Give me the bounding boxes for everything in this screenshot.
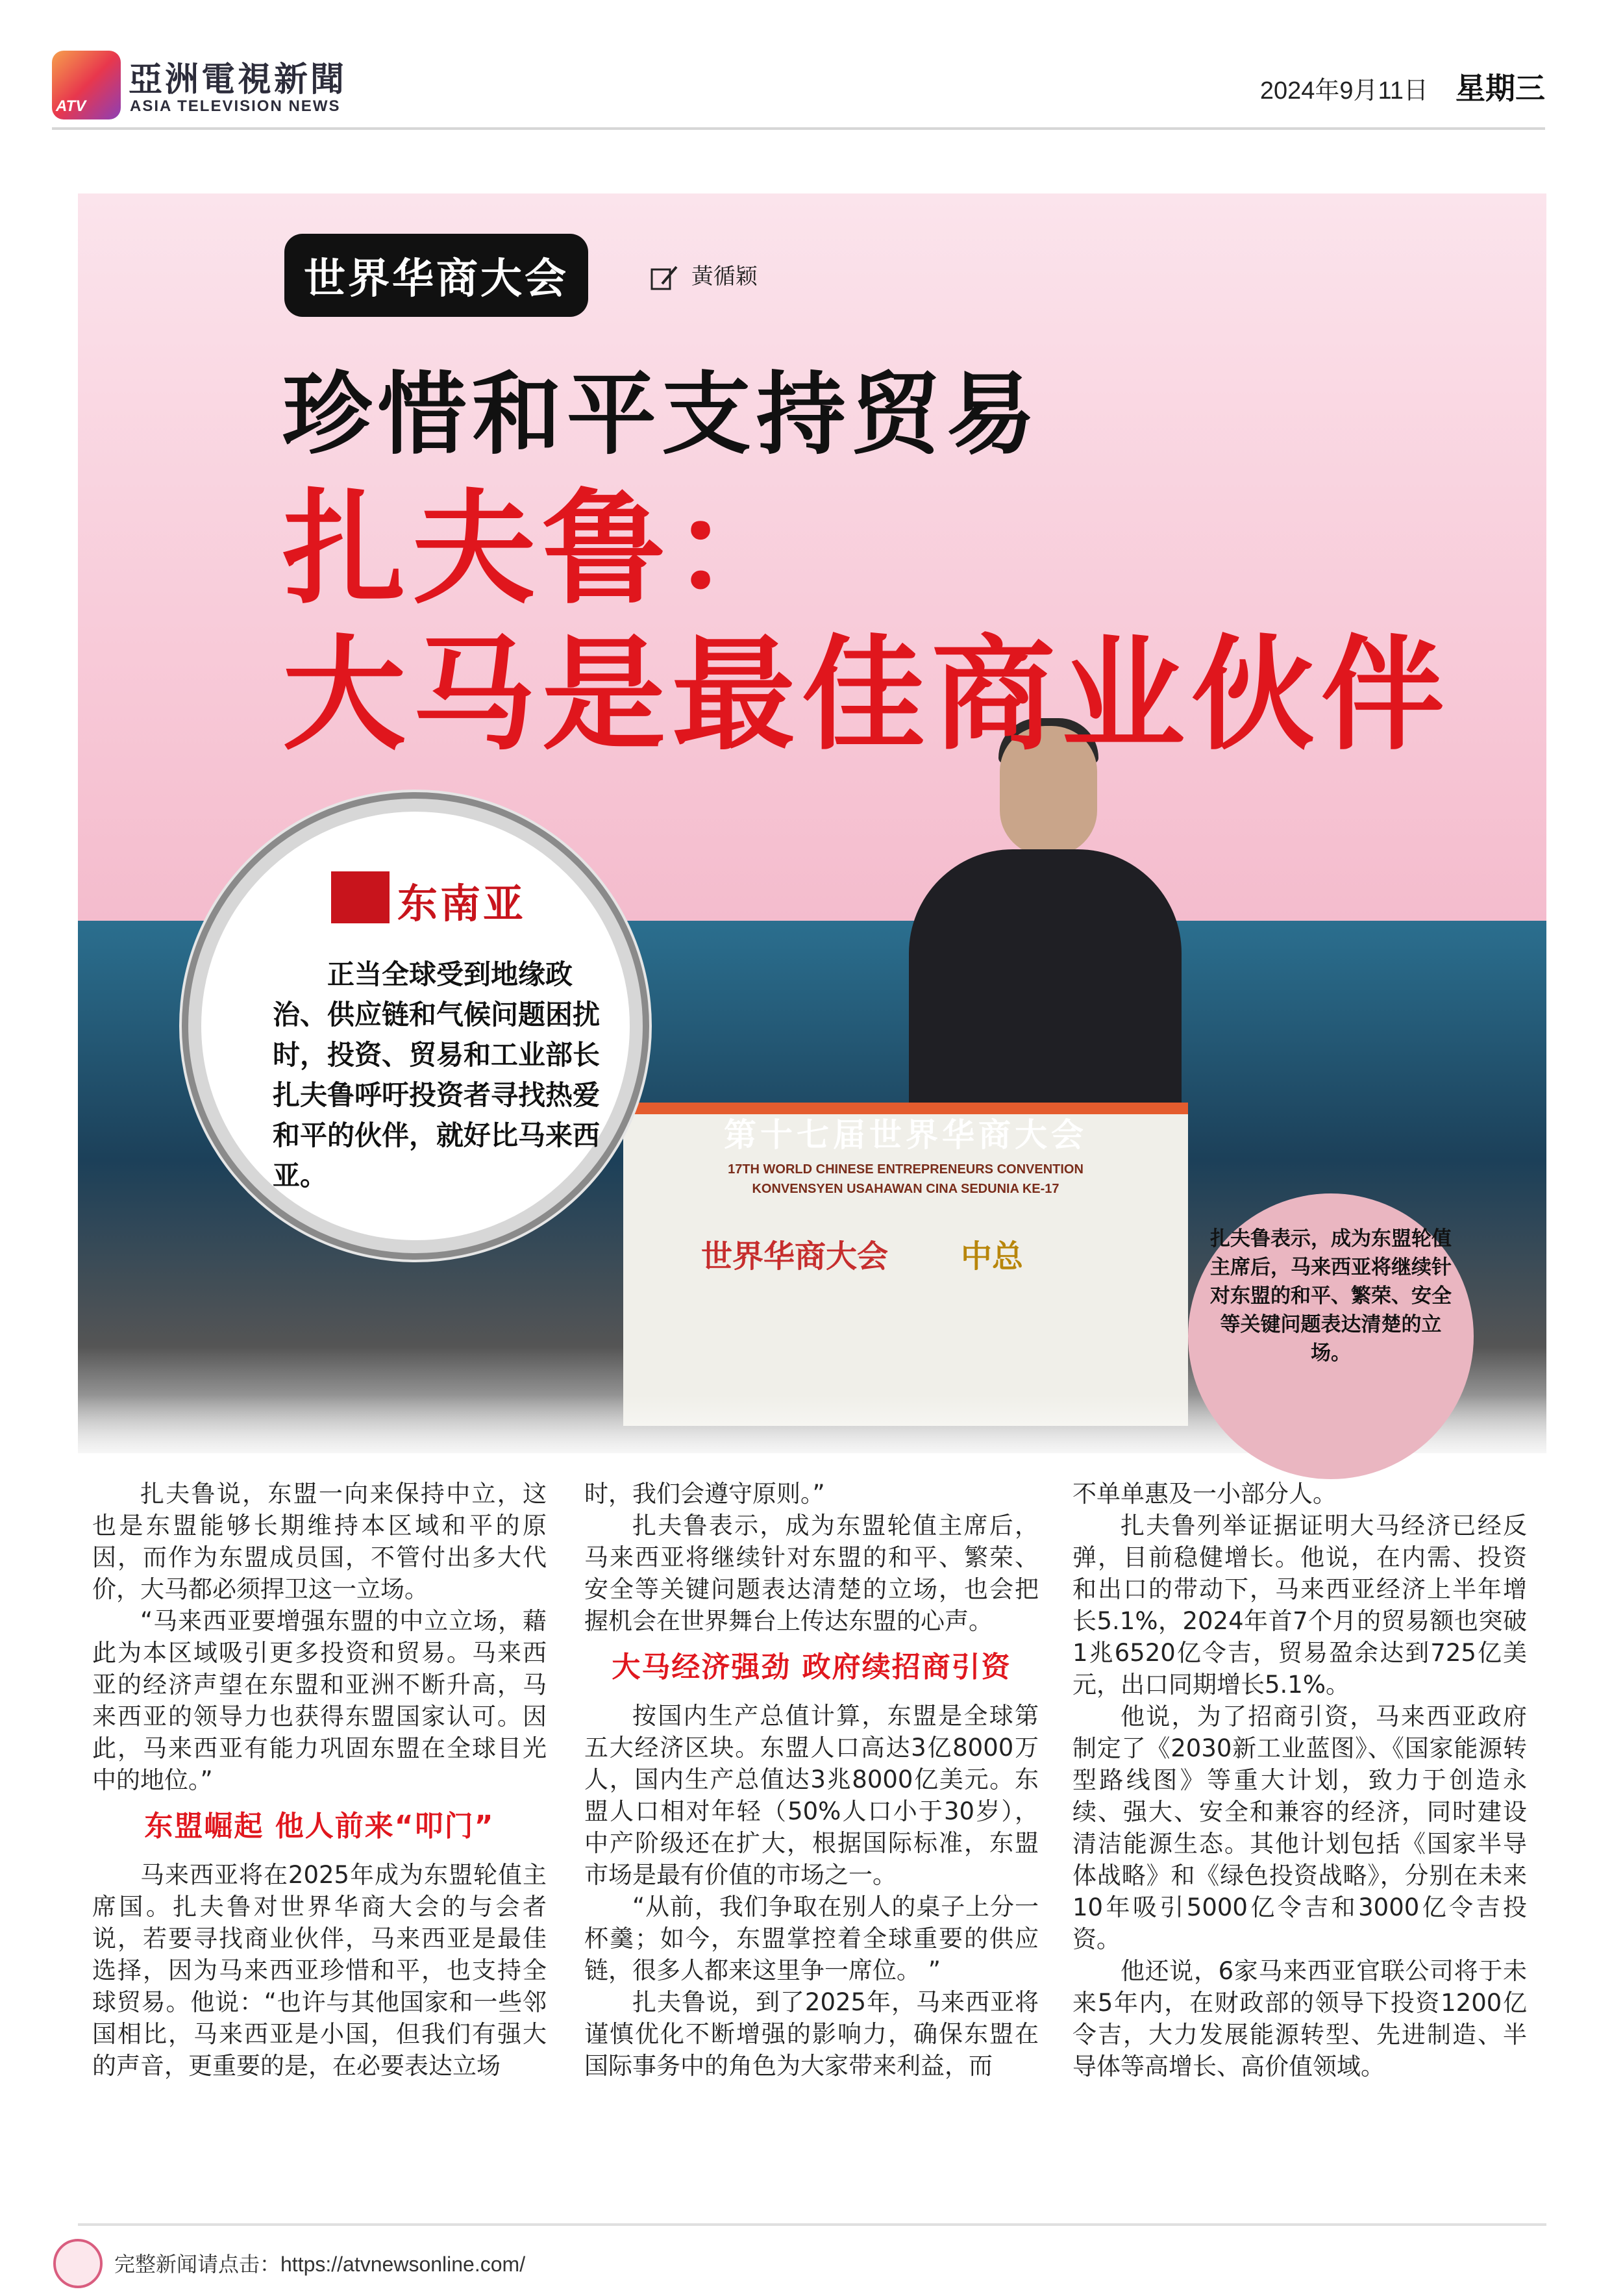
photo-caption: 扎夫鲁表示，成为东盟轮值主席后，马来西亚将继续针对东盟的和平、繁荣、安全等关键问题表达清楚的立场。 <box>1210 1227 1452 1365</box>
paragraph: 他还说，6家马来西亚官联公司将于未来5年内，在财政部的领导下投资1200亿令吉，大力发展能源转型、先进制造、半导体等高增长、高价值领域。 <box>1072 1957 1527 2080</box>
section-heading: 东盟崛起 他人前来“叩门” <box>144 1810 495 1843</box>
paragraph: “从前，我们争取在别人的桌子上分一杯羹；如今，东盟掌控着全球重要的供应链，很多人都来这里争一席位。 ” <box>584 1893 1039 1984</box>
atv-logo[interactable] <box>52 51 121 119</box>
headline-line-2: 大马是最佳商业伙伴 <box>282 623 1452 767</box>
section-heading: 大马经济强劲 政府续招商引资 <box>612 1651 1011 1684</box>
pen-icon <box>649 264 679 292</box>
speaker-body <box>909 849 1182 1122</box>
byline <box>649 258 758 292</box>
brand-name-cn: 亞洲電視新聞 <box>129 60 347 99</box>
footer-divider <box>78 2223 1546 2226</box>
southeast-asia-map-icon <box>331 871 390 923</box>
paragraph: “马来西亚要增强东盟的中立立场，藉此为本区域吸引更多投资和贸易。马来西亚的经济声望在东盟和亚洲不断升高，马来西亚的领导力也获得东盟国家认可。因此，马来西亚有能力巩固东盟在全球目光中的地位。” <box>92 1607 547 1794</box>
podium-logo-wcec: 世界华商大会 <box>701 1238 889 1275</box>
paragraph: 马来西亚将在2025年成为东盟轮值主席国。扎夫鲁对世界华商大会的与会者说，若要寻找商业伙伴，马来西亚是最佳选择，因为马来西亚珍惜和平，也支持全球贸易。他说：“也许与其他国家和一些邻国相比，马来西亚是小国，但我们有强大的声音，更重要的是，在必要表达立场 <box>92 1861 547 2080</box>
paragraph: 时，我们会遵守原则。” <box>584 1480 825 1508</box>
logo-text: ATV <box>56 97 86 115</box>
podium-subtitle-my: KONVENSYEN USAHAWAN CINA SEDUNIA KE-17 <box>752 1182 1059 1196</box>
footer-link[interactable]: 完整新闻请点击：https://atvnewsonline.com/ <box>114 2252 526 2276</box>
section-tag: 世界华商大会 <box>284 234 588 317</box>
podium-subtitle-en: 17TH WORLD CHINESE ENTREPRENEURS CONVENTION <box>728 1162 1084 1177</box>
podium <box>623 1103 1188 1426</box>
author-name: 黃循颖 <box>691 264 758 290</box>
issue-weekday: 星期三 <box>1456 71 1545 106</box>
subheadline: 珍惜和平支持贸易 <box>282 362 1041 467</box>
paragraph: 按国内生产总值计算，东盟是全球第五大经济区块。东盟人口高达3亿8000万人，国内生产总值达3兆8000亿美元。东盟人口相对年轻（50%人口小于30岁），中产阶级还在扩大，根据国际标准，东盟市场是最有价值的市场之一。 <box>584 1702 1039 1889</box>
paragraph: 扎夫鲁列举证据证明大马经济已经反弹，目前稳健增长。他说，在内需、投资和出口的带动下，马来西亚经济上半年增长5.1%，2024年首7个月的贸易额也突破1兆6520亿令吉，贸易盈余达到725亿美元，出口同期增长5.1%。 <box>1072 1512 1527 1699</box>
region-label: 东南亚 <box>397 880 527 927</box>
paragraph: 他说，为了招商引资，马来西亚政府制定了《2030新工业蓝图》、《国家能源转型路线图》等重大计划，致力于创造永续、强大、安全和兼容的经济，同时建设清洁能源生态。其他计划包括《国家半导体战略》和《绿色投资战略》，分别在未来10年吸引5000亿令吉和3000亿令吉投资。 <box>1072 1703 1527 1953</box>
article-column-2 <box>584 1478 1039 2082</box>
masthead <box>52 51 1545 122</box>
paragraph: 不单单惠及一小部分人。 <box>1072 1480 1337 1508</box>
paragraph: 扎夫鲁表示，成为东盟轮值主席后，马来西亚将继续针对东盟的和平、繁荣、安全等关键问题表达清楚的立场，也会把握机会在世界舞台上传达东盟的心声。 <box>584 1512 1039 1635</box>
podium-title: 第十七届世界华商大会 <box>724 1116 1087 1154</box>
globe-icon <box>53 2239 103 2288</box>
brand-name-en: ASIA TELEVISION NEWS <box>130 97 341 115</box>
paragraph: 扎夫鲁说，到了2025年，马来西亚将谨慎优化不断增强的影响力，确保东盟在国际事务中的角色为大家带来利益，而 <box>584 1988 1039 2080</box>
lead-paragraph: 正当全球受到地缘政治、供应链和气候问题困扰时，投资、贸易和工业部长扎夫鲁呼吁投资者寻找热爱和平的伙伴，就好比马来西亚。 <box>273 958 601 1192</box>
issue-date: 2024年9月11日 <box>1259 77 1428 105</box>
header-divider <box>52 127 1545 130</box>
paragraph: 扎夫鲁说，东盟一向来保持中立，这也是东盟能够长期维持本区域和平的原因，而作为东盟成员国，不管付出多大代价，大马都必须捍卫这一立场。 <box>92 1480 547 1603</box>
article-column-3 <box>1072 1478 1527 2082</box>
article-column-1 <box>92 1478 547 2082</box>
headline-line-1: 扎夫鲁： <box>282 477 802 621</box>
podium-logo-accim: 中总 <box>961 1238 1024 1275</box>
